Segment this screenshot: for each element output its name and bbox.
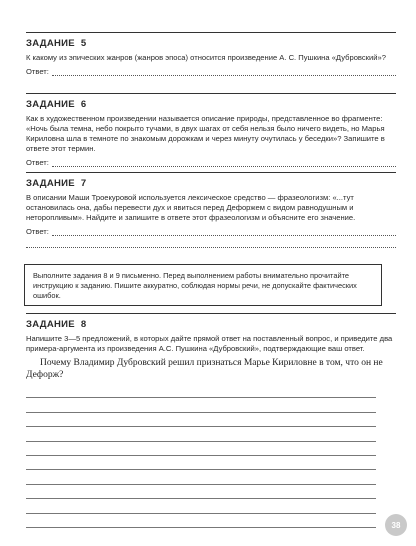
task-text: В описании Маши Троекуровой используется лексическое средство — фразеологизм: «...тут остановилась она, дабы перевести дух и явиться перед Дефоржем с видом равнодушным и неторопливым». Найдите и запишите в ответе этот фразеологизм и объясните его значение. xyxy=(26,193,356,222)
essay-writing-area[interactable] xyxy=(26,384,376,528)
task-label: ЗАДАНИЕ xyxy=(26,178,75,189)
essay-question: Почему Владимир Дубровский решил признаться Марье Кириловне в том, что он не Дефорж? xyxy=(26,358,383,380)
task-label: ЗАДАНИЕ xyxy=(26,38,75,49)
divider xyxy=(26,172,396,173)
answer-line[interactable] xyxy=(52,67,396,76)
task-number: 6 xyxy=(80,99,87,110)
answer-line[interactable] xyxy=(52,227,396,236)
instructions-text: Выполните задания 8 и 9 письменно. Перед выполнением работы внимательно прочитайте инструкцию к заданию. Пишите аккуратно, соблюдая нормы речи, не допускайте фактических ошибок. xyxy=(33,271,357,300)
task-6 xyxy=(26,99,396,167)
task-heading xyxy=(26,38,396,49)
page-number-badge: 38 xyxy=(385,514,407,536)
task-8 xyxy=(26,319,396,381)
task-number: 5 xyxy=(80,38,87,49)
writing-line[interactable] xyxy=(26,413,376,427)
answer-label: Ответ: xyxy=(26,67,49,76)
divider xyxy=(26,313,396,314)
task-number: 7 xyxy=(80,178,87,189)
task-5 xyxy=(26,38,396,76)
task-heading xyxy=(26,178,396,189)
writing-line[interactable] xyxy=(26,384,376,398)
answer-field[interactable] xyxy=(26,158,396,167)
task-label: ЗАДАНИЕ xyxy=(26,319,75,330)
task-text: К какому из эпических жанров (жанров эпоса) относится произведение А. С. Пушкина «Дубровский»? xyxy=(26,53,386,62)
writing-line[interactable] xyxy=(26,427,376,441)
writing-line[interactable] xyxy=(26,442,376,456)
divider xyxy=(26,32,396,33)
answer-line[interactable] xyxy=(52,158,396,167)
writing-line[interactable] xyxy=(26,398,376,412)
answer-label: Ответ: xyxy=(26,158,49,167)
writing-line[interactable] xyxy=(26,470,376,484)
task-heading xyxy=(26,319,396,330)
task-7 xyxy=(26,178,396,248)
writing-line[interactable] xyxy=(26,514,376,528)
answer-line[interactable] xyxy=(26,239,396,248)
writing-line[interactable] xyxy=(26,499,376,513)
answer-field[interactable] xyxy=(26,67,396,76)
divider xyxy=(26,93,396,94)
task-heading xyxy=(26,99,396,110)
writing-line[interactable] xyxy=(26,456,376,470)
answer-label: Ответ: xyxy=(26,227,49,236)
instructions-box xyxy=(24,264,382,306)
writing-line[interactable] xyxy=(26,485,376,499)
task-text: Как в художественном произведении называется описание природы, представленное во фрагменте: «Ночь была темна, небо покрыто тучами, в двух шагах от себя нельзя было ничего видеть, но Марья Кириловна шла в темноте по знакомым дорожкам и через минуту очутилась у беседки»? Запишите в ответе этот термин. xyxy=(26,114,385,153)
task-label: ЗАДАНИЕ xyxy=(26,99,75,110)
task-number: 8 xyxy=(80,319,87,330)
answer-field[interactable] xyxy=(26,227,396,236)
task-text: Напишите 3—5 предложений, в которых дайте прямой ответ на поставленный вопрос, и приведите два примера-аргумента из произведения А.С. Пушкина «Дубровский», подтверждающие ваш ответ. xyxy=(26,334,393,353)
